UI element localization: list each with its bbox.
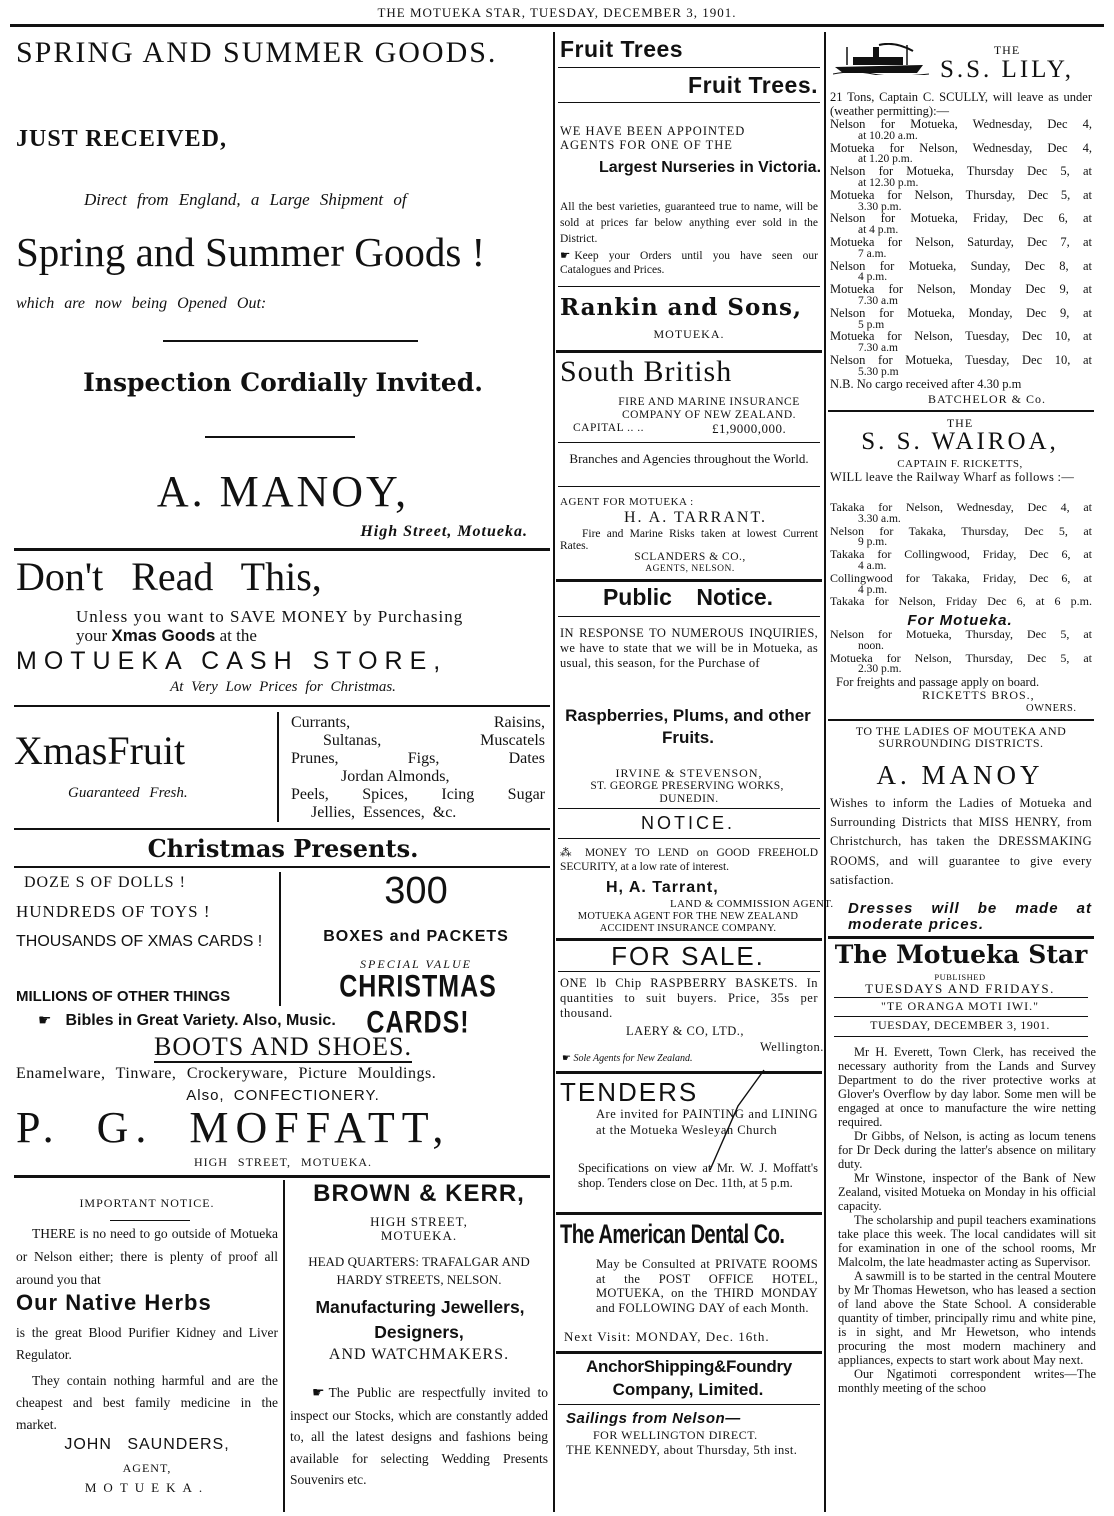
kennedy-sailing: THE KENNEDY, about Thursday, 5th inst. xyxy=(566,1443,798,1457)
guaranteed-fresh: Guaranteed Fresh. xyxy=(68,785,188,801)
important-notice: IMPORTANT NOTICE. xyxy=(79,1196,215,1210)
sailing-route: Motueka for Nelson, Thursday, Dec 5, at xyxy=(830,187,1092,202)
sailing-time: noon. xyxy=(858,639,884,652)
dental-body: May be Consulted at PRIVATE ROOMS at the POST OFFICE HOTEL, MOTUEKA, on the THIRD MONDAY and FOLLOWING DAY of each Month. xyxy=(596,1257,818,1315)
news-paragraph: The scholarship and pupil teachers examinations take place this week. The local candidates will sit for examination in one of the school rooms, Mr Malcolm, the late headmaster acting as Supervisor. xyxy=(838,1213,1096,1269)
lily-intro: 21 Tons, Captain C. SCULLY, will leave as under (weather permitting):— xyxy=(830,90,1092,118)
star-news xyxy=(838,1045,1096,1395)
spring-summer-headline: SPRING AND SUMMER GOODS. xyxy=(16,36,498,69)
pointing-hand-icon: ☛ xyxy=(312,1386,325,1401)
herbs-harmless: They contain nothing harmful and are the cheapest and best family medicine in the market. xyxy=(16,1373,278,1432)
wairoa-the: THE xyxy=(946,416,974,430)
sailing-route: Motueka for Nelson, Saturday, Dec 7, at xyxy=(830,234,1092,249)
st-george-works: ST. GEORGE PRESERVING WORKS, xyxy=(590,780,784,792)
star-motto: "TE ORANGA MOTI IWI." xyxy=(880,999,1040,1013)
sailing-time: 7.30 a.m xyxy=(858,342,898,355)
sailing-route: Motueka for Nelson, Wednesday, Dec 4, xyxy=(830,140,1092,155)
fruit-list xyxy=(291,714,545,822)
rule xyxy=(110,1220,190,1221)
xmas-fruit: XmasFruit xyxy=(14,728,186,773)
dozens-dolls: DOZE S OF DOLLS ! xyxy=(24,874,186,891)
moffatt-address: HIGH STREET, MOTUEKA. xyxy=(193,1155,373,1169)
wairoa-sailing xyxy=(830,650,1092,677)
herbs-intro: THERE is no need to go outside of Motueka or Nelson either; there is plenty of proof all around you that xyxy=(16,1226,278,1287)
column-rule xyxy=(824,32,826,1512)
for-sale-body: ONE lb Chip RASPBERRY BASKETS. In quantities to suit buyers. Price, 35s per thousand. xyxy=(560,976,818,1020)
star-published: PUBLISHED xyxy=(934,972,986,982)
dont-read-this: Don't Read This, xyxy=(16,554,322,599)
boots-shoes-text: BOOTS AND SHOES. xyxy=(154,1032,412,1061)
tenders-title: TENDERS xyxy=(560,1077,699,1107)
star-name: The Motueka Star xyxy=(834,940,1088,969)
largest-nurseries: Largest Nurseries in Victoria. xyxy=(599,159,822,176)
rule xyxy=(828,936,1094,939)
rule xyxy=(558,616,820,617)
sole-agents xyxy=(562,1053,692,1064)
sb-agent-name: H. A. TARRANT. xyxy=(624,509,768,526)
lily-sailing xyxy=(830,187,1092,214)
wairoa-schedule xyxy=(830,502,1092,608)
ladies-title: TO THE LADIES OF MOUTEKA AND SURROUNDING DISTRICTS. xyxy=(855,724,1067,750)
fruit-line: Sultanas, Muscatels xyxy=(323,732,545,749)
star-date: TUESDAY, DECEMBER 3, 1901. xyxy=(870,1018,1050,1032)
wairoa-sailing xyxy=(830,596,1092,608)
rule xyxy=(277,712,279,822)
sb-branches: Branches and Agencies throughout the World. xyxy=(569,451,809,466)
bibles-line xyxy=(38,1011,336,1030)
news-paragraph: Dr Gibbs, of Nelson, is acting as locum tenens for Dr Deck during the latter's absence on military duty. xyxy=(838,1129,1096,1171)
inspection-invited: Inspection Cordially Invited. xyxy=(83,368,483,397)
rule xyxy=(558,442,820,443)
three-hundred: 300 xyxy=(384,870,448,912)
sailing-time: at 1.20 p.m. xyxy=(858,153,913,166)
wairoa-sailing xyxy=(830,502,1092,526)
ladies-manoy: A. MANOY xyxy=(876,760,1044,790)
wairoa-sailing xyxy=(830,549,1092,573)
fruit-trees-2: Fruit Trees. xyxy=(688,72,818,98)
spring-summer-goods: Spring and Summer Goods ! xyxy=(16,229,486,275)
rule xyxy=(556,579,822,582)
line-text: at the xyxy=(219,626,257,645)
for-sale-title: FOR SALE. xyxy=(611,941,765,971)
sailing-time: at 4 p.m. xyxy=(858,224,899,237)
notice-title: NOTICE. xyxy=(640,813,735,833)
rule xyxy=(556,1351,822,1354)
brown-kerr-town: MOTUEKA. xyxy=(380,1228,458,1243)
designers-line: Designers, xyxy=(374,1322,464,1342)
confectionery-line: Also, CONFECTIONERY. xyxy=(186,1087,380,1104)
saunders-name: JOHN SAUNDERS, xyxy=(64,1436,230,1453)
sailing-route: Motueka for Nelson, Thursday, Dec 5, at xyxy=(830,650,1092,665)
sailing-time: 5 p.m xyxy=(858,318,885,331)
sb-capital: £1,9000,000. xyxy=(712,421,787,436)
sailing-route: Nelson for Motueka, Friday, Dec 6, at xyxy=(830,211,1092,226)
sailing-time: 7.30 a.m xyxy=(858,294,898,307)
rule xyxy=(163,340,418,342)
fruit-line: Jellies, Essences, &c. xyxy=(311,804,457,821)
cash-store-name: MOTUEKA CASH STORE, xyxy=(16,647,448,675)
jewellers-line: Manufacturing Jewellers, xyxy=(315,1297,525,1317)
rule xyxy=(14,1175,550,1178)
news-paragraph: A sawmill is to be started in the central Moutere by Mr Thomas Hewetson, who has leased a section of land above the State School. A considerable quantity of timber, principally rimu and white pine, is in sight, and Mr Hewetson, who intends procuring the most modern machinery and appliances, expects to start work about May next. xyxy=(838,1269,1096,1367)
native-herbs: Our Native Herbs xyxy=(16,1290,212,1315)
news-paragraph: Mr H. Everett, Town Clerk, has received the necessary authority from the Lands and Survey Department to do the river protective works at Glover's Overflow by day labor. Some men will be engaged at once to manufacture the wire netting required. xyxy=(838,1045,1096,1129)
wellington-direct: FOR WELLINGTON DIRECT. xyxy=(593,1428,758,1442)
pointing-hand-icon: ☛ xyxy=(560,250,571,262)
ladies-dresses: Dresses will be made at moderate prices. xyxy=(848,900,1092,933)
rankin-town: MOTUEKA. xyxy=(653,327,725,341)
news-paragraph: Mr Winstone, inspector of the Bank of New Zealand, visited Motueka on Monday in his official capacity. xyxy=(838,1171,1096,1213)
special-value: SPECIAL VALUE xyxy=(360,957,472,971)
south-british: South British xyxy=(560,355,733,388)
saunders-agent: AGENT, xyxy=(122,1461,172,1475)
rankin-sons: Rankin and Sons, xyxy=(560,294,803,321)
laery-name: LAERY & CO, LTD., xyxy=(626,1024,744,1038)
sailing-time: 9 p.m. xyxy=(858,536,888,549)
tarrant-agency: MOTUEKA AGENT FOR THE NEW ZEALAND ACCIDENT INSURANCE COMPANY. xyxy=(577,911,799,934)
christmas-presents: Christmas Presents. xyxy=(147,834,419,863)
rule xyxy=(556,1071,822,1074)
hundreds-toys: HUNDREDS OF TOYS ! xyxy=(16,902,211,921)
brown-kerr-hq: HEAD QUARTERS: TRAFALGAR AND HARDY STREETS, NELSON. xyxy=(308,1254,530,1287)
rule xyxy=(558,1404,820,1405)
wairoa-sailing xyxy=(830,570,1092,597)
for-motueka: For Motueka. xyxy=(907,612,1013,629)
rule xyxy=(558,486,820,487)
just-received: JUST RECEIVED, xyxy=(16,126,227,152)
sailing-route: Collingwood for Takaka, Friday, Dec 6, at xyxy=(830,570,1092,585)
lily-sailing xyxy=(830,305,1092,332)
wairoa-intro: WILL leave the Railway Wharf as follows :— xyxy=(830,470,1075,484)
rule xyxy=(14,866,550,868)
laery-town: Wellington. xyxy=(760,1040,824,1054)
christmas-cards: CHRISTMAS CARDS! xyxy=(339,968,497,1040)
star-days: TUESDAYS AND FRIDAYS. xyxy=(865,981,1055,996)
wairoa-name: S. S. WAIROA, xyxy=(861,428,1059,455)
sb-capital-label: CAPITAL .. .. xyxy=(573,422,644,434)
brown-kerr-name: BROWN & KERR, xyxy=(313,1180,525,1207)
tarrant-name: H, A. Tarrant, xyxy=(606,879,719,896)
lily-sailing xyxy=(830,166,1092,190)
rule xyxy=(828,719,1094,721)
sb-line1: FIRE AND MARINE INSURANCE xyxy=(618,396,800,408)
sole-agents-text: Sole Agents for New Zealand. xyxy=(573,1053,693,1064)
sailing-route: Nelson for Takaka, Thursday, Dec 5, at xyxy=(830,523,1092,538)
rule xyxy=(834,1036,1088,1037)
sailing-route: Nelson for Motueka, Monday, Dec 9, at xyxy=(830,305,1092,320)
sb-sclanders: SCLANDERS & CO., xyxy=(634,551,746,563)
rule xyxy=(558,67,820,68)
millions-other: MILLIONS OF OTHER THINGS xyxy=(16,988,231,1005)
notice-body xyxy=(560,846,818,874)
asterism-icon: ⁂ xyxy=(560,847,585,859)
fruit-trees-1: Fruit Trees xyxy=(560,36,684,62)
wairoa-owners: OWNERS. xyxy=(1026,703,1077,714)
sailings-from-nelson: Sailings from Nelson— xyxy=(566,1410,741,1427)
rule xyxy=(14,828,550,830)
lily-sailing xyxy=(830,352,1092,379)
fruit-line: Prunes, Figs, Dates xyxy=(291,750,545,767)
sailing-route: Nelson for Motueka, Thursday, Dec 5, at xyxy=(830,627,1092,641)
sailing-route: Nelson for Motueka, Sunday, Dec 8, at xyxy=(830,258,1092,273)
fruit-line: Currants, Raisins, xyxy=(291,714,545,731)
lily-sailing xyxy=(830,234,1092,261)
saunders-town: MOTUEKA. xyxy=(84,1480,210,1495)
sailing-time: at 10.20 a.m. xyxy=(858,129,918,142)
rule xyxy=(558,971,820,972)
dental-name: The American Dental Co. xyxy=(560,1220,785,1250)
lily-sailing xyxy=(830,140,1092,167)
sailing-route: Nelson for Motueka, Thursday Dec 5, at xyxy=(830,164,1092,179)
opened-out: which are now being Opened Out: xyxy=(16,295,267,312)
motueka-schedule xyxy=(830,629,1092,676)
xmas-goods-text: Xmas Goods xyxy=(111,626,216,645)
thousands-cards: THOUSANDS OF XMAS CARDS ! xyxy=(16,933,263,950)
manoy-name: A. MANOY, xyxy=(156,467,410,516)
sailing-route: Nelson for Motueka, Wednesday, Dec 4, xyxy=(830,117,1092,131)
save-money-line: Unless you want to SAVE MONEY by Purchasing xyxy=(76,607,464,626)
sailing-time: 2.30 p.m. xyxy=(858,663,902,676)
wairoa-sailing xyxy=(830,629,1092,653)
xmas-goods-line xyxy=(76,626,257,646)
fruit-line: Peels, Spices, Icing Sugar xyxy=(291,786,545,803)
irvine-stevenson: IRVINE & STEVENSON, xyxy=(615,766,763,780)
column-rule xyxy=(553,32,555,1512)
rule xyxy=(14,548,550,551)
lily-sailing xyxy=(830,284,1092,308)
sailing-time: 4 a.m. xyxy=(858,559,887,572)
sailing-route: Takaka for Nelson, Wednesday, Dec 4, at xyxy=(830,500,1092,514)
lily-agent: BATCHELOR & Co. xyxy=(928,392,1047,406)
lily-the: THE xyxy=(993,43,1021,57)
lily-name: S.S. LILY, xyxy=(939,56,1074,83)
lily-sailing xyxy=(830,213,1092,237)
rule xyxy=(558,808,820,809)
rule xyxy=(834,1016,1088,1017)
anchor-name-2: Company, Limited. xyxy=(612,1380,764,1399)
rule xyxy=(205,436,355,438)
rule xyxy=(556,350,822,353)
sb-agents-nelson: AGENTS, NELSON. xyxy=(645,564,735,574)
sb-agent-for: AGENT FOR MOTUEKA : xyxy=(560,496,694,508)
boots-shoes xyxy=(16,1032,550,1062)
sailing-route: Motueka for Nelson, Tuesday, Dec 10, at xyxy=(830,329,1092,344)
pointing-hand-icon: ☛ xyxy=(562,1053,571,1064)
masthead: THE MOTUEKA STAR, TUESDAY, DECEMBER 3, 1901. xyxy=(377,5,737,20)
pointing-hand-icon: ☛ xyxy=(38,1012,52,1029)
rule xyxy=(828,410,1094,412)
manoy-address: High Street, Motueka. xyxy=(360,523,528,540)
enamelware-line: Enamelware, Tinware, Crockeryware, Picture Mouldings. xyxy=(16,1065,437,1082)
brown-kerr-text: The Public are respectfully invited to inspect our Stocks, which are constantly added to, all the latest designs and fashions being available for selecting Wedding Presents Souvenirs etc. xyxy=(290,1385,548,1487)
appointed-agents: WE HAVE BEEN APPOINTED AGENTS FOR ONE OF THE xyxy=(560,124,746,152)
news-paragraph: Our Ngatimoti correspondent writes—The monthly meeting of the schoo xyxy=(838,1367,1096,1395)
ladies-body: Wishes to inform the Ladies of Motueka and Surrounding Districts that MISS HENRY, from Christchurch, has taken the DRESSMAKING ROOMS, and will guarantee to give every satisfaction. xyxy=(830,796,1092,887)
moffatt-name: P. G. MOFFATT, xyxy=(16,1103,451,1152)
watchmakers-line: AND WATCHMAKERS. xyxy=(328,1346,510,1363)
sailing-route: Nelson for Motueka, Tuesday, Dec 10, at xyxy=(830,352,1092,367)
wairoa-freights: For freights and passage apply on board. xyxy=(836,675,1040,689)
low-prices: At Very Low Prices for Christmas. xyxy=(170,679,396,695)
sb-line2: COMPANY OF NEW ZEALAND. xyxy=(622,409,796,421)
rule xyxy=(556,1212,822,1215)
brown-kerr-body xyxy=(290,1382,548,1491)
sailing-time: 4 p.m. xyxy=(858,271,888,284)
public-notice-body: IN RESPONSE TO NUMEROUS INQUIRIES, we have to state that we will be in Motueka, as usual, this season, for the Purchase of xyxy=(560,626,818,670)
rule xyxy=(834,997,1088,998)
rule xyxy=(14,705,550,707)
tarrant-role: LAND & COMMISSION AGENT. xyxy=(670,898,834,910)
sailing-route: Takaka for Nelson, Friday Dec 6, at 6 p.m. xyxy=(830,594,1092,609)
brown-kerr-street: HIGH STREET, xyxy=(370,1214,468,1229)
boxes-packets: BOXES and PACKETS xyxy=(323,928,509,945)
lily-sailing xyxy=(830,119,1092,143)
varieties-text: All the best varieties, guaranteed true to name, will be sold at prices far below anything ever sold in the District. xyxy=(560,201,818,245)
sailing-time: 3.30 a.m. xyxy=(858,512,901,525)
tenders-specs: Specifications on view at Mr. W. J. Moffatt's shop. Tenders close on Dec. 11th, at 5 p.m. xyxy=(578,1161,818,1190)
keep-orders xyxy=(560,249,818,277)
sailing-route: Motueka for Nelson, Monday Dec 9, at xyxy=(830,282,1092,297)
dental-next: Next Visit: MONDAY, Dec. 16th. xyxy=(564,1329,770,1344)
sailing-time: 5.30 p.m xyxy=(858,365,899,378)
wairoa-owner: RICKETTS BROS., xyxy=(922,688,1035,702)
dunedin: DUNEDIN. xyxy=(659,793,719,805)
sailing-time: 7 a.m. xyxy=(858,247,887,260)
anchor-name-1: AnchorShipping&Foundry xyxy=(586,1357,792,1376)
masthead-rule xyxy=(10,24,1104,27)
direct-from-england: Direct from England, a Large Shipment of xyxy=(84,190,407,209)
lily-schedule xyxy=(830,119,1092,379)
lily-nb: N.B. No cargo received after 4.30 p.m xyxy=(830,377,1022,391)
lily-sailing xyxy=(830,331,1092,355)
bibles-text: Bibles in Great Variety. Also, Music. xyxy=(65,1012,336,1029)
line-text: your xyxy=(76,626,108,645)
wairoa-sailing xyxy=(830,523,1092,550)
fruit-line: Jordan Almonds, xyxy=(341,768,450,785)
keep-orders-text: Keep your Orders until you have seen our Catalogues and Prices. xyxy=(560,250,818,276)
sailing-time: at 12.30 p.m. xyxy=(858,176,919,189)
sb-risks: Fire and Marine Risks taken at lowest Current Rates. xyxy=(560,528,818,552)
rule xyxy=(558,102,820,103)
sailing-route: Takaka for Collingwood, Friday, Dec 6, at xyxy=(830,547,1092,562)
public-notice-title: Public Notice. xyxy=(602,584,774,610)
rule xyxy=(558,838,820,839)
rule xyxy=(558,286,820,287)
sailing-time: 3.30 p.m. xyxy=(858,200,902,213)
column-rule xyxy=(283,1180,285,1512)
rule xyxy=(279,872,281,1006)
sailing-time: 4 p.m. xyxy=(858,583,888,596)
herbs-purifier: is the great Blood Purifier Kidney and Liver Regulator. xyxy=(16,1325,278,1362)
lily-sailing xyxy=(830,258,1092,285)
wairoa-captain: CAPTAIN F. RICKETTS, xyxy=(897,458,1023,470)
notice-text: MONEY TO LEND on GOOD FREEHOLD SECURITY, at a low rate of interest. xyxy=(560,847,819,873)
tenders-body: Are invited for PAINTING and LINING at the Motueka Wesleyan Church xyxy=(596,1107,818,1137)
public-notice-fruits: Raspberries, Plums, and other Fruits. xyxy=(565,706,811,747)
